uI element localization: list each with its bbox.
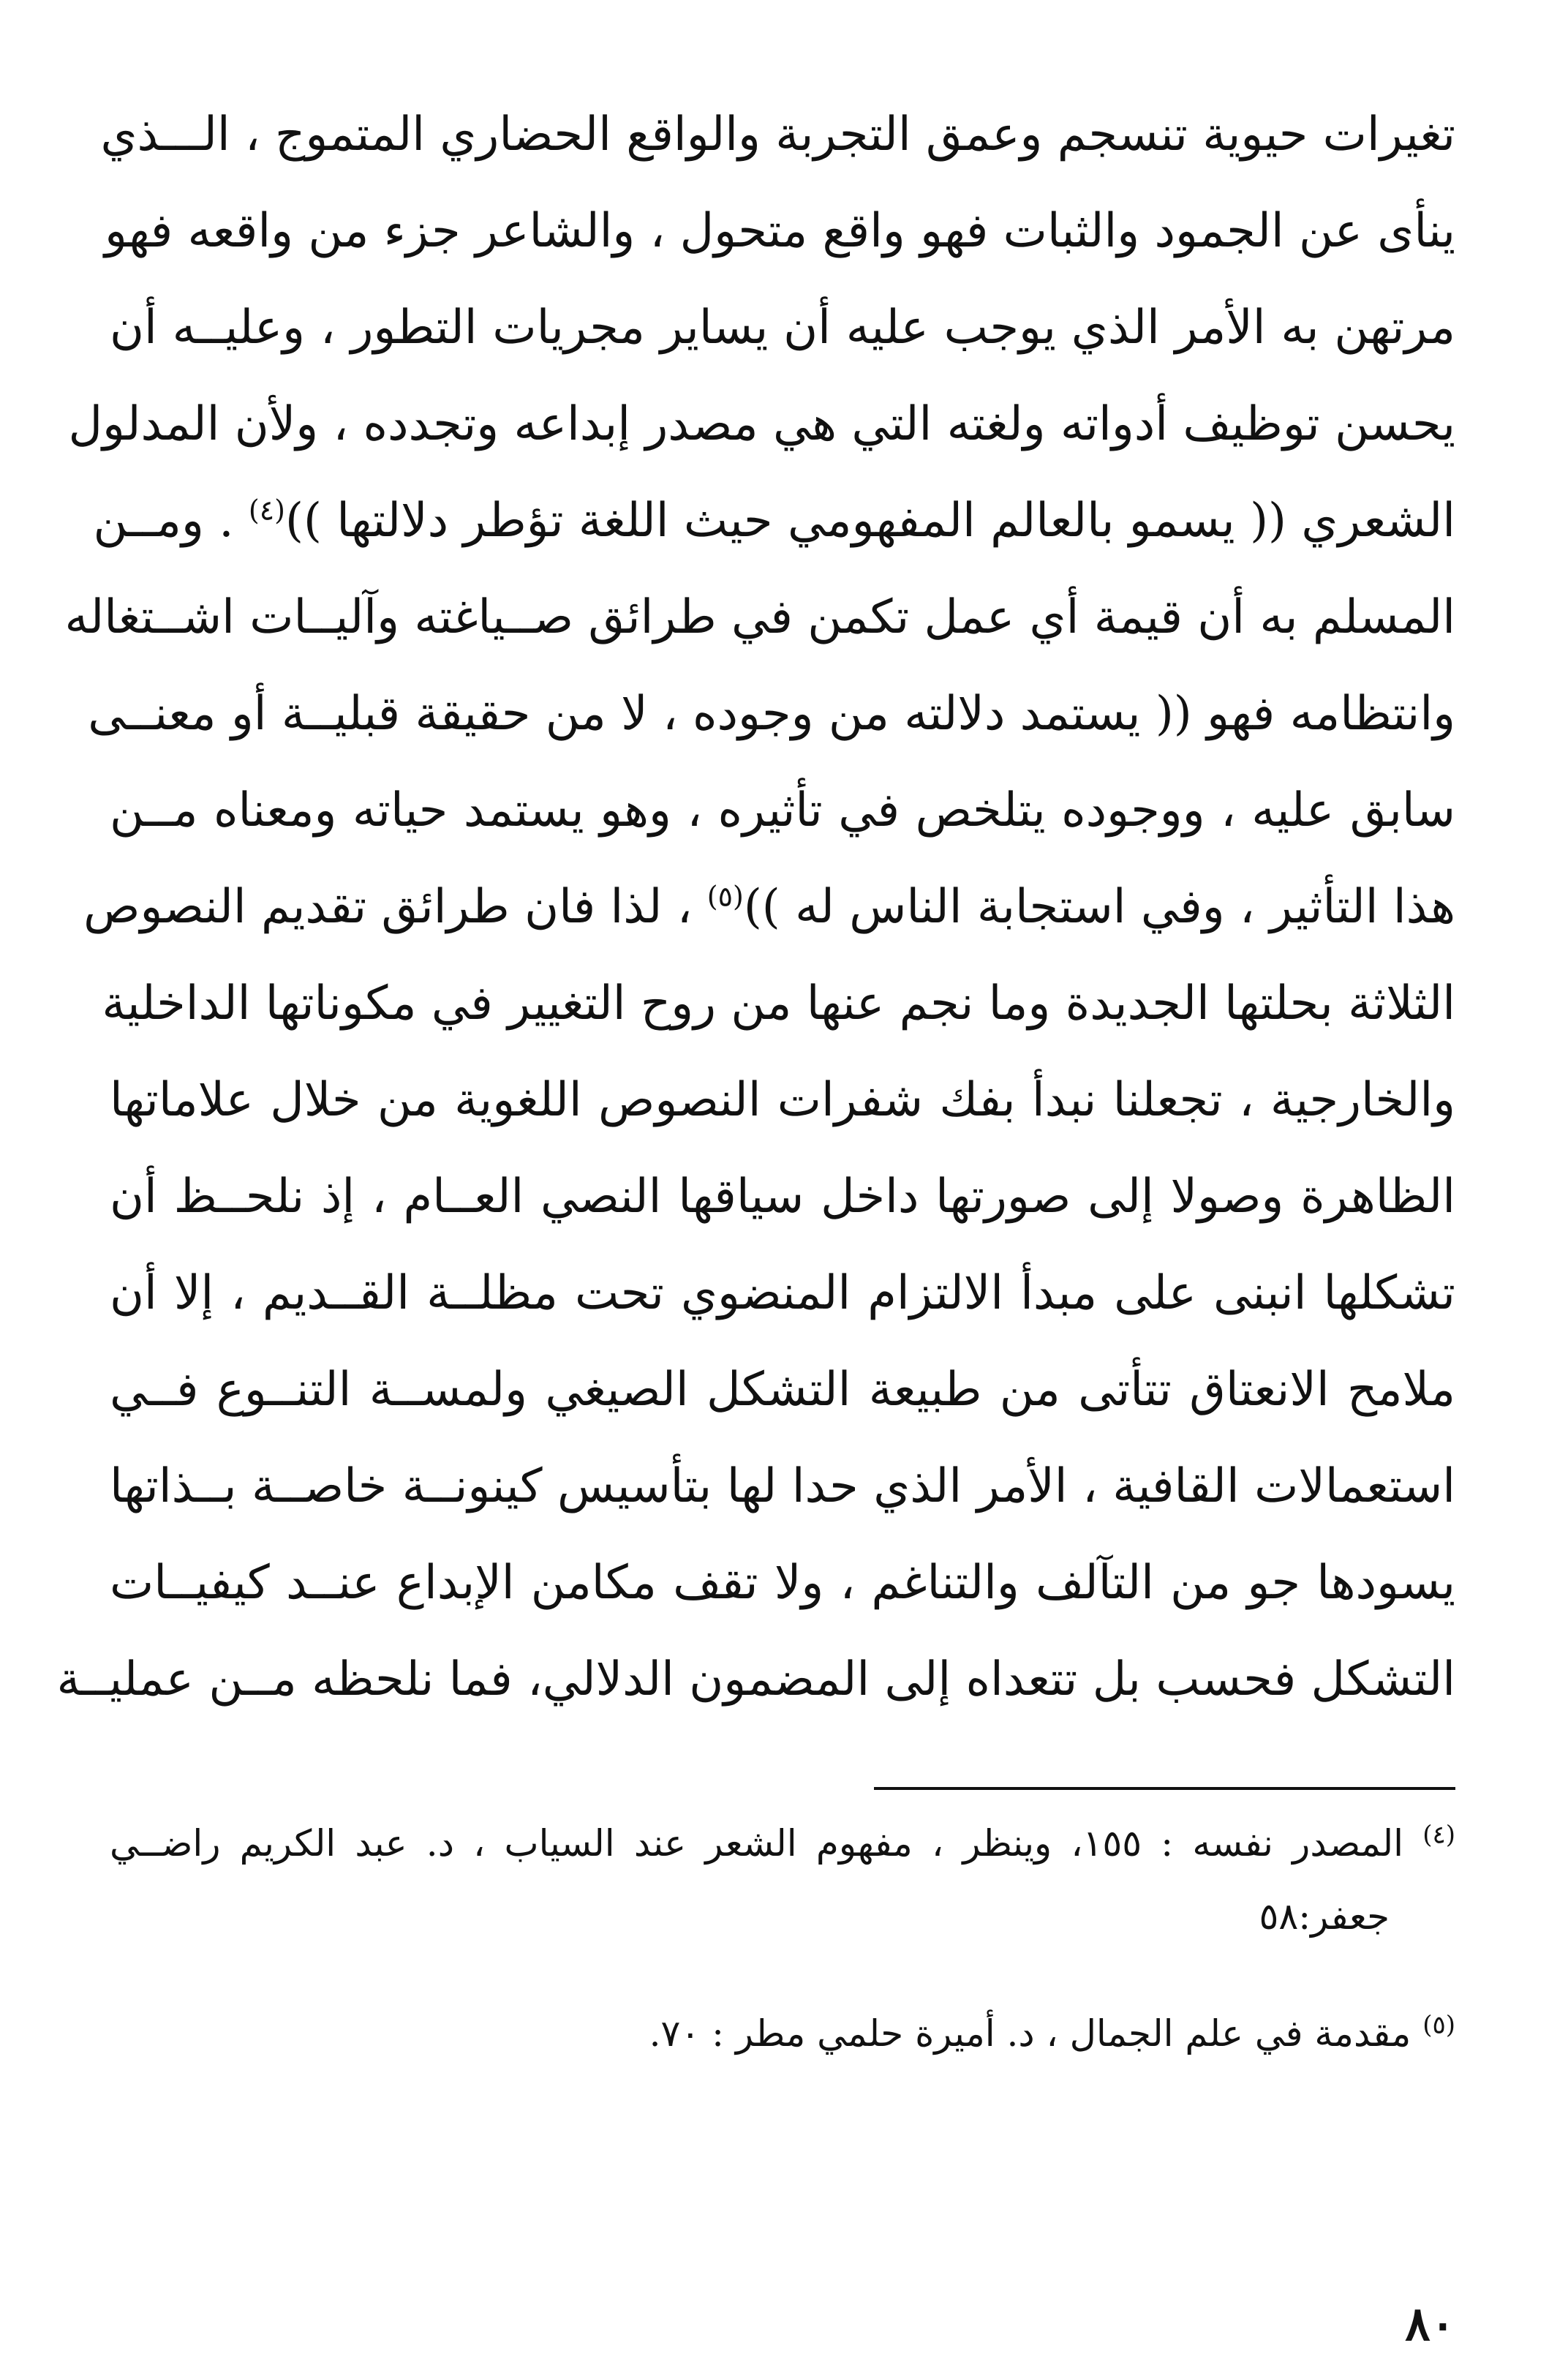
text-line-5-main: الشعري (( يسمو بالعالم المفهومي حيث اللغة تؤطر دلالتها )) [284, 494, 1455, 548]
text-line-1: تغيرات حيوية تنسجم وعمق التجربة والواقع الحضاري المتموج ، الـــذي [100, 108, 1455, 162]
text-line-9-main: هذا التأثير ، وفي استجابة الناس له )) [743, 880, 1455, 934]
footnote-5 [110, 1997, 1455, 2070]
footnote-5-mark: (٥) [1422, 2010, 1455, 2040]
text-line-8: سابق عليه ، ووجوده يتلخص في تأثيره ، وهو يستمد حياته ومعناه مــن [110, 783, 1455, 838]
text-line-4: يحسن توظيف أدواته ولغته التي هي مصدر إبداعه وتجدده ، ولأن المدلول [68, 397, 1455, 451]
page-number: ٨٠ [1405, 2297, 1455, 2352]
footnote-4 [110, 1807, 1455, 1880]
footnote-4-text: المصدر نفسه : ١٥٥، وينظر ، مفهوم الشعر عند السياب ، د. عبد الكريم راضــي [110, 1822, 1403, 1865]
body-text [56, 86, 1456, 1728]
footnote-reference-5[interactable]: (٥) [706, 880, 744, 913]
text-line-3: مرتهن به الأمر الذي يوجب عليه أن يساير مجريات التطور ، وعليــه أن [110, 301, 1455, 355]
text-line-11: والخارجية ، تجعلنا نبدأ بفك شفرات النصوص اللغوية من خلال علاماتها [110, 1073, 1456, 1127]
text-line-12: الظاهرة وصولا إلى صورتها داخل سياقها النصي العــام ، إذ نلحــظ أن [110, 1170, 1455, 1224]
text-line-17: التشكل فحسب بل تتعداه إلى المضمون الدلالي، فما نلحظه مــن عمليــة [56, 1652, 1455, 1707]
footnote-5-text: مقدمة في علم الجمال ، د. أميرة حلمي مطر : ٧٠. [649, 2012, 1411, 2055]
footnote-separator [874, 1787, 1455, 1790]
footnote-reference-4[interactable]: (٤) [248, 494, 285, 527]
text-line-10: الثلاثة بحلتها الجديدة وما نجم عنها من روح التغيير في مكوناتها الداخلية [102, 977, 1455, 1031]
text-line-9-tail: ، لذا فان طرائق تقديم النصوص [83, 880, 693, 934]
text-line-6: المسلم به أن قيمة أي عمل تكمن في طرائق صــياغته وآليــات اشــتغاله [64, 590, 1455, 644]
text-line-5 [93, 473, 1455, 569]
footnotes [110, 1807, 1455, 2070]
footnote-4-mark: (٤) [1422, 1820, 1455, 1850]
text-line-2: ينأى عن الجمود والثبات فهو واقع متحول ، والشاعر جزء من واقعه فهو [105, 204, 1455, 258]
text-line-13: تشكلها انبنى على مبدأ الالتزام المنضوي تحت مظلــة القــديم ، إلا أن [110, 1266, 1455, 1320]
text-line-16: يسودها جو من التآلف والتناغم ، ولا تقف مكامن الإبداع عنــد كيفيــات [110, 1556, 1456, 1610]
text-line-7: وانتظامه فهو (( يستمد دلالته من وجوده ، لا من حقيقة قبليــة أو معنــى [88, 687, 1455, 741]
footnote-4-continuation: جعفر:٥٨ [1259, 1895, 1390, 1938]
text-line-9 [83, 859, 1455, 955]
text-line-5-tail: . ومــن [93, 494, 234, 548]
text-line-15: استعمالات القافية ، الأمر الذي حدا لها بتأسيس كينونــة خاصــة بــذاتها [110, 1459, 1455, 1513]
text-line-14: ملامح الانعتاق تتأتى من طبيعة التشكل الصيغي ولمســة التنــوع فــي [110, 1363, 1455, 1417]
